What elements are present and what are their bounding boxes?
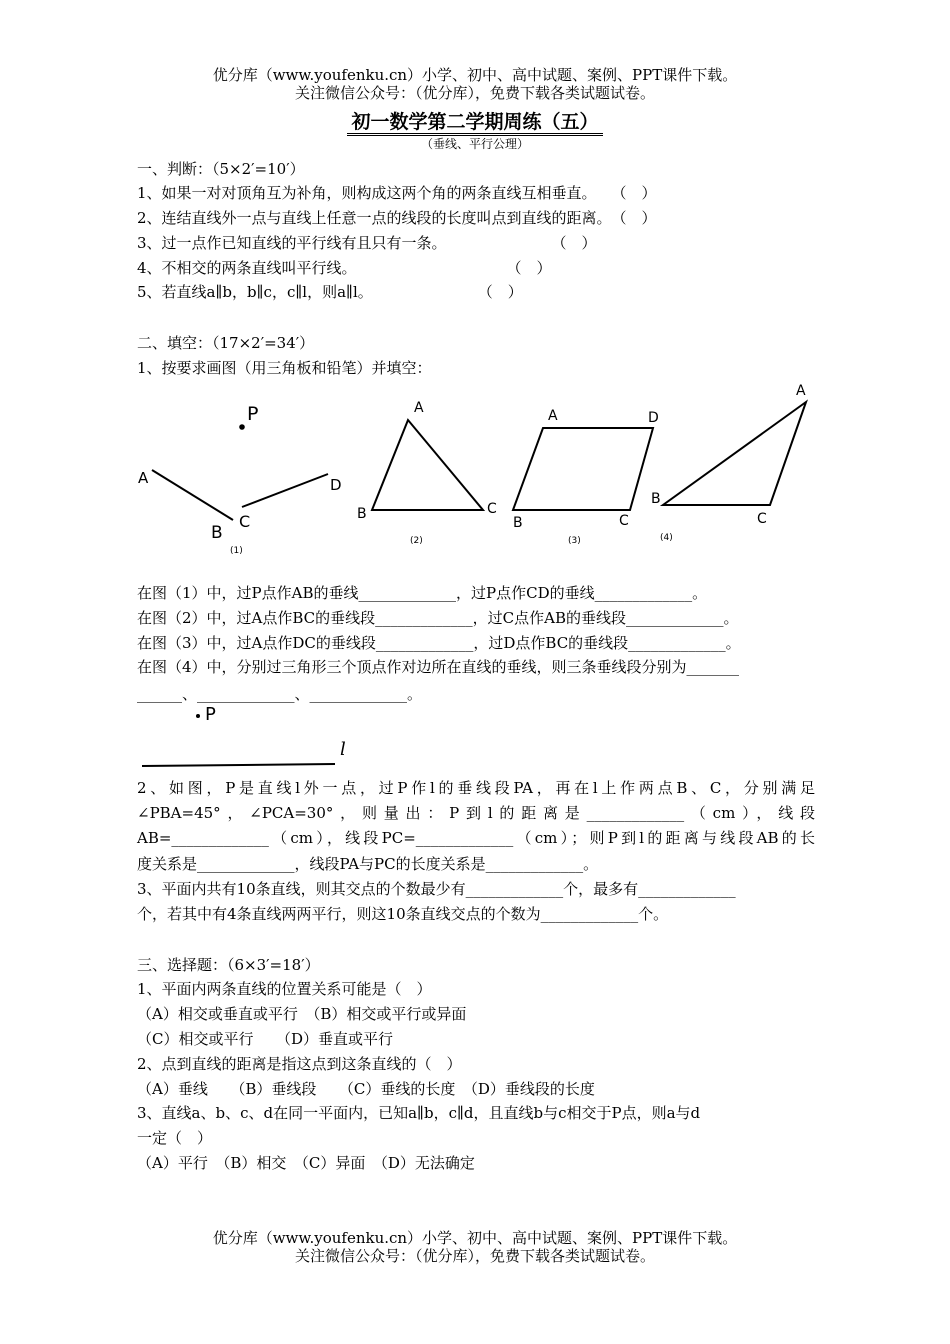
fig4-label-B: B bbox=[651, 491, 661, 507]
fig1-label-B: B bbox=[211, 523, 223, 543]
point-P bbox=[240, 425, 244, 429]
fill-line-fig4-cont: ______、_____________、_____________。 bbox=[137, 685, 423, 703]
fig2-caption: (2) bbox=[410, 536, 423, 546]
fill-q2-line2: ∠PBA=45°，∠PCA=30°，则量出：P到l的距离是_____________（cm），线段 bbox=[137, 804, 815, 822]
triangle-ABC-fig2 bbox=[372, 420, 483, 510]
segment-AB bbox=[152, 470, 233, 520]
fig5-label-P: P bbox=[205, 704, 216, 725]
page-title-text: 初一数学第二学期周练（五） bbox=[347, 111, 602, 136]
fig2-label-B: B bbox=[357, 506, 367, 522]
fill-q2-line4: 度关系是_____________，线段PA与PC的长度关系是_____________。 bbox=[137, 855, 599, 873]
parallelogram-ABCD bbox=[513, 428, 653, 510]
choice-q1: 1、平面内两条直线的位置关系可能是（ ） bbox=[137, 980, 432, 998]
section2-heading: 二、填空：（17×2′=34′） bbox=[137, 334, 315, 352]
figure-3 bbox=[513, 428, 653, 510]
fig1-label-C: C bbox=[239, 512, 251, 531]
fig5-label-l: l bbox=[340, 739, 346, 760]
footer-line-1: 优分库（www.youfenku.cn）小学、初中、高中试题、案例、PPT课件下载。 bbox=[212, 1229, 738, 1247]
fig3-label-C: C bbox=[619, 513, 629, 529]
judge-item-3: 3、过一点作已知直线的平行线有且只有一条。 （ ） bbox=[137, 234, 597, 252]
choice-q3-cont: 一定（ ） bbox=[137, 1129, 213, 1147]
fig2-label-A: A bbox=[414, 400, 424, 416]
judge-item-5: 5、若直线a∥b，b∥c，c∥l，则a∥l。 （ ） bbox=[137, 283, 523, 301]
figure-point-line bbox=[130, 700, 370, 780]
judge-item-2: 2、连结直线外一点与直线上任意一点的线段的长度叫点到直线的距离。 （ ） bbox=[137, 209, 657, 227]
judge-item-4: 4、不相交的两条直线叫平行线。 （ ） bbox=[137, 259, 552, 277]
section1-heading: 一、判断：（5×2′=10′） bbox=[137, 160, 305, 178]
fig2-label-C: C bbox=[487, 501, 497, 517]
fig3-label-B: B bbox=[513, 515, 523, 531]
page-subtitle: （垂线、平行公理） bbox=[420, 137, 529, 151]
fill-q3-line2: 个，若其中有4条直线两两平行，则这10条直线交点的个数为_____________个。 bbox=[137, 905, 669, 923]
fill-line-fig3: 在图（3）中，过A点作DC的垂线段_____________，过D点作BC的垂线段_____________。 bbox=[137, 634, 741, 652]
fill-q1-prompt: 1、按要求画图（用三角板和铅笔）并填空： bbox=[137, 359, 432, 377]
choice-q2-options: （A）垂线 （B）垂线段 （C）垂线的长度 （D）垂线段的长度 bbox=[137, 1080, 595, 1098]
fill-q2-line1: 2、如图，P是直线l外一点，过P作l的垂线段PA，再在l上作两点B、C，分别满足 bbox=[137, 779, 815, 797]
section3-heading: 三、选择题：（6×3′=18′） bbox=[137, 956, 320, 974]
page-title bbox=[0, 107, 950, 134]
fill-q3-line1: 3、平面内共有10条直线，则其交点的个数最少有_____________个，最多有_____________ bbox=[137, 880, 736, 898]
choice-q3: 3、直线a、b、c、d在同一平面内，已知a∥b，c∥d，且直线b与c相交于P点，则a与d bbox=[137, 1104, 701, 1122]
figure-1 bbox=[152, 425, 328, 520]
fill-q2-line3: AB=_____________（cm），线段PC=_____________（cm）；则P到l的距离与线段AB的长 bbox=[137, 829, 815, 847]
choice-q2: 2、点到直线的距离是指这点到这条直线的（ ） bbox=[137, 1055, 462, 1073]
fig4-label-A: A bbox=[796, 383, 806, 399]
fig3-label-D: D bbox=[648, 410, 659, 426]
fig1-caption: (1) bbox=[230, 546, 243, 555]
choice-q3-options: （A）平行 （B）相交 （C）异面 （D）无法确定 bbox=[137, 1154, 475, 1172]
fig3-caption: (3) bbox=[568, 536, 581, 546]
geometry-figures bbox=[120, 370, 830, 555]
segment-CD bbox=[242, 474, 328, 507]
fig4-label-C: C bbox=[757, 511, 767, 527]
fig3-label-A: A bbox=[548, 408, 558, 424]
fig1-label-P: P bbox=[247, 403, 259, 425]
footer-line-2: 关注微信公众号：（优分库），免费下载各类试题试卷。 bbox=[294, 1247, 655, 1265]
figure-4 bbox=[663, 402, 806, 505]
fig1-label-D: D bbox=[330, 476, 342, 494]
fill-line-fig2: 在图（2）中，过A点作BC的垂线段_____________，过C点作AB的垂线段_____________。 bbox=[137, 609, 739, 627]
line-l bbox=[142, 764, 335, 766]
choice-q1-options-b: （C）相交或平行 （D）垂直或平行 bbox=[137, 1030, 394, 1048]
fill-line-fig4: 在图（4）中，分别过三角形三个顶点作对边所在直线的垂线，则三条垂线段分别为_______ bbox=[137, 658, 740, 676]
triangle-ABC-fig4 bbox=[663, 402, 806, 505]
fill-line-fig1: 在图（1）中，过P点作AB的垂线_____________，过P点作CD的垂线_____________。 bbox=[137, 584, 708, 602]
header-line-2: 关注微信公众号：（优分库），免费下载各类试题试卷。 bbox=[294, 84, 655, 102]
choice-q1-options-a: （A）相交或垂直或平行 （B）相交或平行或异面 bbox=[137, 1005, 467, 1023]
header-line-1: 优分库（www.youfenku.cn）小学、初中、高中试题、案例、PPT课件下载。 bbox=[212, 66, 738, 84]
point-P-fig5 bbox=[196, 714, 200, 718]
fig4-caption: (4) bbox=[660, 533, 673, 543]
fig1-label-A: A bbox=[138, 469, 149, 487]
figure-2 bbox=[372, 420, 483, 510]
judge-item-1: 1、如果一对对顶角互为补角，则构成这两个角的两条直线互相垂直。 （ ） bbox=[137, 184, 657, 202]
